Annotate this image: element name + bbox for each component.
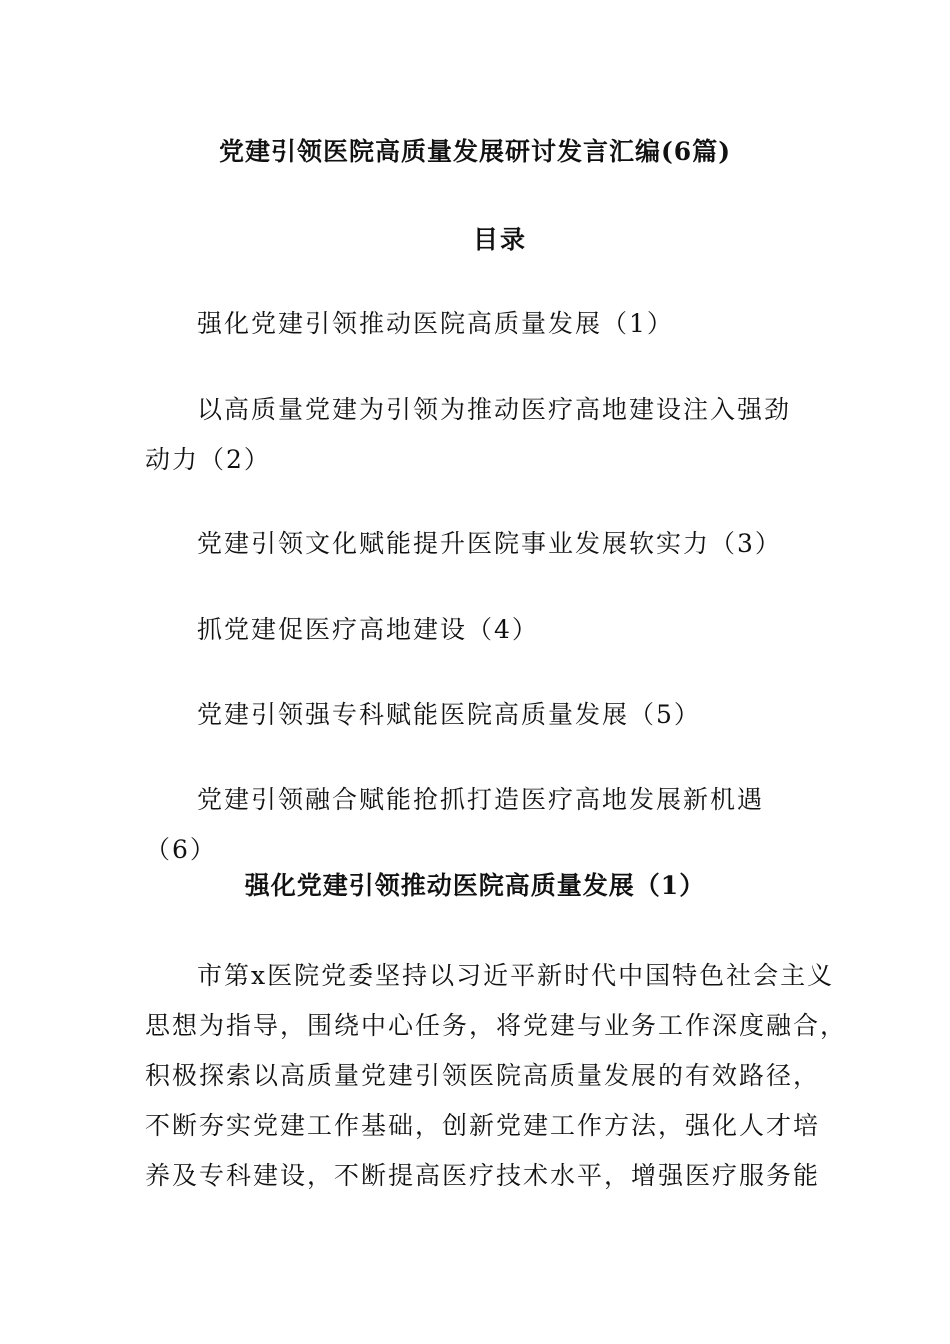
toc-item-3: 党建引领文化赋能提升医院事业发展软实力（3）	[197, 529, 782, 558]
toc-item-4: 抓党建促医疗高地建设（4）	[197, 615, 539, 644]
toc-item-5: 党建引领强专科赋能医院高质量发展（5）	[197, 700, 701, 729]
toc-item-1: 强化党建引领推动医院高质量发展（1）	[197, 309, 674, 338]
body-line-3: 积极探索以高质量党建引领医院高质量发展的有效路径，	[145, 1061, 821, 1090]
body-line-2: 思想为指导，围绕中心任务，将党建与业务工作深度融合，	[145, 1011, 848, 1040]
body-paragraph	[145, 951, 848, 1201]
document-title: 党建引领医院高质量发展研讨发言汇编(6篇)	[218, 137, 732, 166]
section-heading: 强化党建引领推动医院高质量发展（1）	[244, 871, 706, 900]
body-line-1: 市第x医院党委坚持以习近平新时代中国特色社会主义	[197, 961, 835, 990]
toc-heading: 目录	[472, 225, 527, 254]
body-line-4: 不断夯实党建工作基础，创新党建工作方法，强化人才培	[145, 1111, 821, 1140]
toc-item-6: 党建引领融合赋能抢抓打造医疗高地发展新机遇（6）	[145, 785, 765, 864]
body-line-5: 养及专科建设，不断提高医疗技术水平，增强医疗服务能	[145, 1161, 821, 1190]
toc-item-2: 以高质量党建为引领为推动医疗高地建设注入强劲动力（2）	[145, 395, 792, 474]
